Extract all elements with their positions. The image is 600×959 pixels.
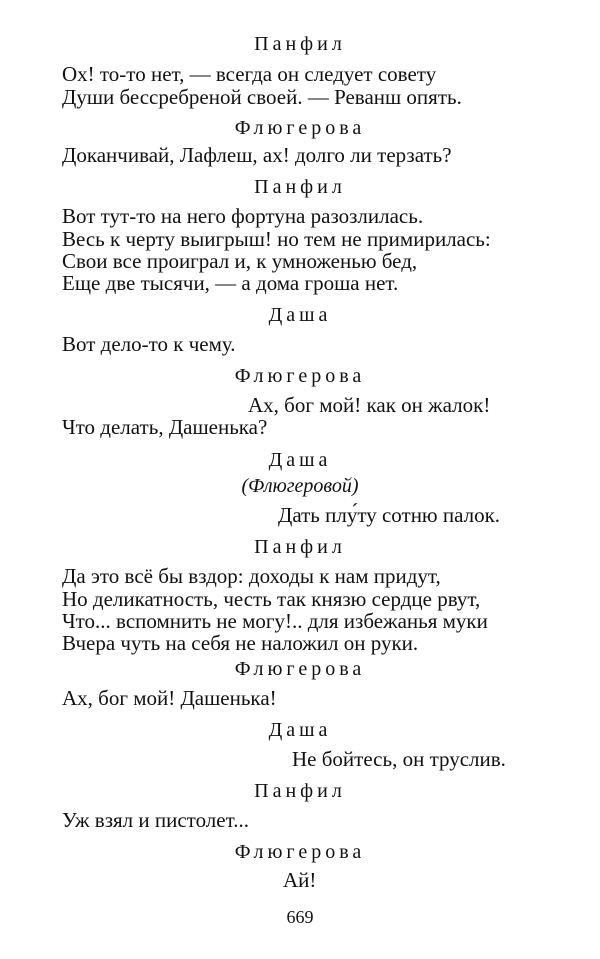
verse-line: Ах, бог мой! Дашенька! xyxy=(62,686,277,710)
verse-line: Не бойтесь, он труслив. xyxy=(292,747,506,771)
verse-line: Вчера чуть на себя не наложил он руки. xyxy=(62,631,419,655)
verse-line: Но деликатность, честь так князю сердце рвут, xyxy=(62,587,481,611)
verse-line: Еще две тысячи, — а дома гроша нет. xyxy=(62,271,399,295)
verse-line: Души бессребреной своей. — Реванш опять. xyxy=(62,85,462,109)
verse-line: Что... вспомнить не могу!.. для избежанья муки xyxy=(62,609,488,633)
page-number: 669 xyxy=(286,907,314,927)
verse-line: Да это всё бы вздор: доходы к нам придут, xyxy=(62,564,441,588)
speaker-name: Флюгерова xyxy=(234,365,366,387)
speaker-name: Даша xyxy=(268,304,332,326)
verse-line: Весь к черту выигрыш! но тем не примирилась: xyxy=(62,227,491,251)
speaker-name: Панфил xyxy=(254,33,346,55)
verse-line: Ох! то-то нет, — всегда он следует совету xyxy=(62,62,437,86)
verse-line: Ай! xyxy=(283,868,317,892)
verse-line: Ах, бог мой! как он жалок! xyxy=(248,393,491,417)
speaker-name: Панфил xyxy=(254,176,346,198)
stage-direction: (Флюгеровой) xyxy=(241,475,359,497)
speaker-name: Панфил xyxy=(254,536,346,558)
verse-line: Доканчивай, Лафлеш, ах! долго ли терзать? xyxy=(62,143,452,167)
verse-line: Вот дело-то к чему. xyxy=(62,332,236,356)
verse-line: Свои все проиграл и, к умноженью бед, xyxy=(62,249,418,273)
speaker-name: Флюгерова xyxy=(234,841,366,863)
verse-line: Что делать, Дашенька? xyxy=(62,415,268,439)
speaker-name: Флюгерова xyxy=(234,117,366,139)
speaker-name: Флюгерова xyxy=(234,658,366,680)
verse-line: Вот тут-то на него фортуна разозлилась. xyxy=(62,204,424,228)
verse-line: Дать плу́ту сотню палок. xyxy=(278,503,501,527)
speaker-name: Панфил xyxy=(254,780,346,802)
verse-line: Уж взял и пистолет... xyxy=(62,808,249,832)
speaker-name: Даша xyxy=(268,449,332,471)
speaker-name: Даша xyxy=(268,719,332,741)
